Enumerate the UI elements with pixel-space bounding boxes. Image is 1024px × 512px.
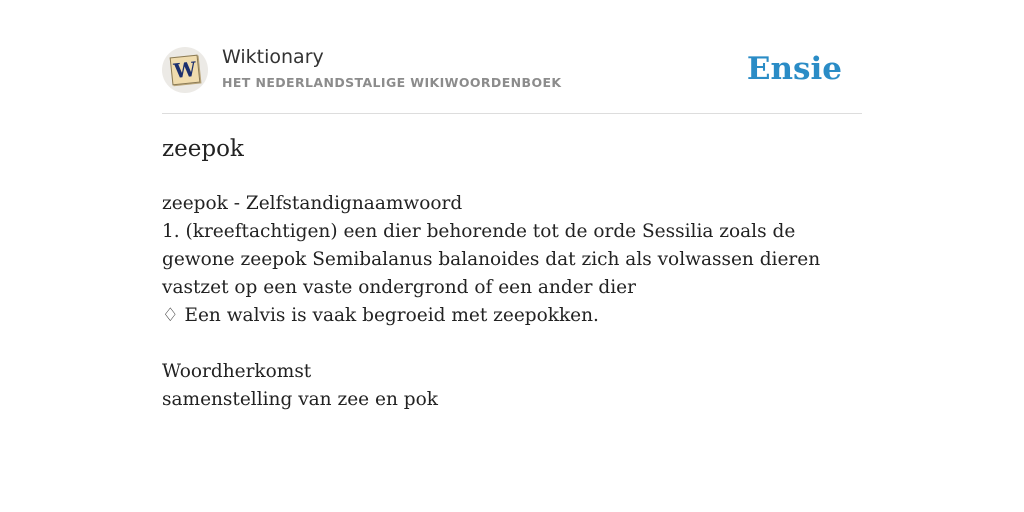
site-header xyxy=(162,0,862,114)
part-of-speech-line: zeepok - Zelfstandignaamwoord xyxy=(162,193,463,214)
brand-logo[interactable]: Ensie xyxy=(746,51,842,87)
entry-body xyxy=(162,190,842,414)
example-sentence: ♢ Een walvis is vaak begroeid met zeepokken. xyxy=(162,305,599,326)
page-title: zeepok xyxy=(162,136,244,162)
wiktionary-logo-icon[interactable] xyxy=(162,47,208,93)
site-tagline: HET NEDERLANDSTALIGE WIKIWOORDENBOEK xyxy=(222,75,562,90)
definition: 1. (kreeftachtigen) een dier behorende tot de orde Sessilia zoals de gewone zeepok Semibalanus balanoides dat zich als volwassen dieren vastzet op een vaste ondergrond of een ander dier xyxy=(162,221,821,298)
entry-card xyxy=(162,0,862,410)
site-name[interactable]: Wiktionary xyxy=(222,46,324,68)
etymology-text: samenstelling van zee en pok xyxy=(162,389,438,410)
logo-tile: W xyxy=(170,55,201,86)
spacer xyxy=(162,330,842,358)
etymology-heading: Woordherkomst xyxy=(162,361,312,382)
